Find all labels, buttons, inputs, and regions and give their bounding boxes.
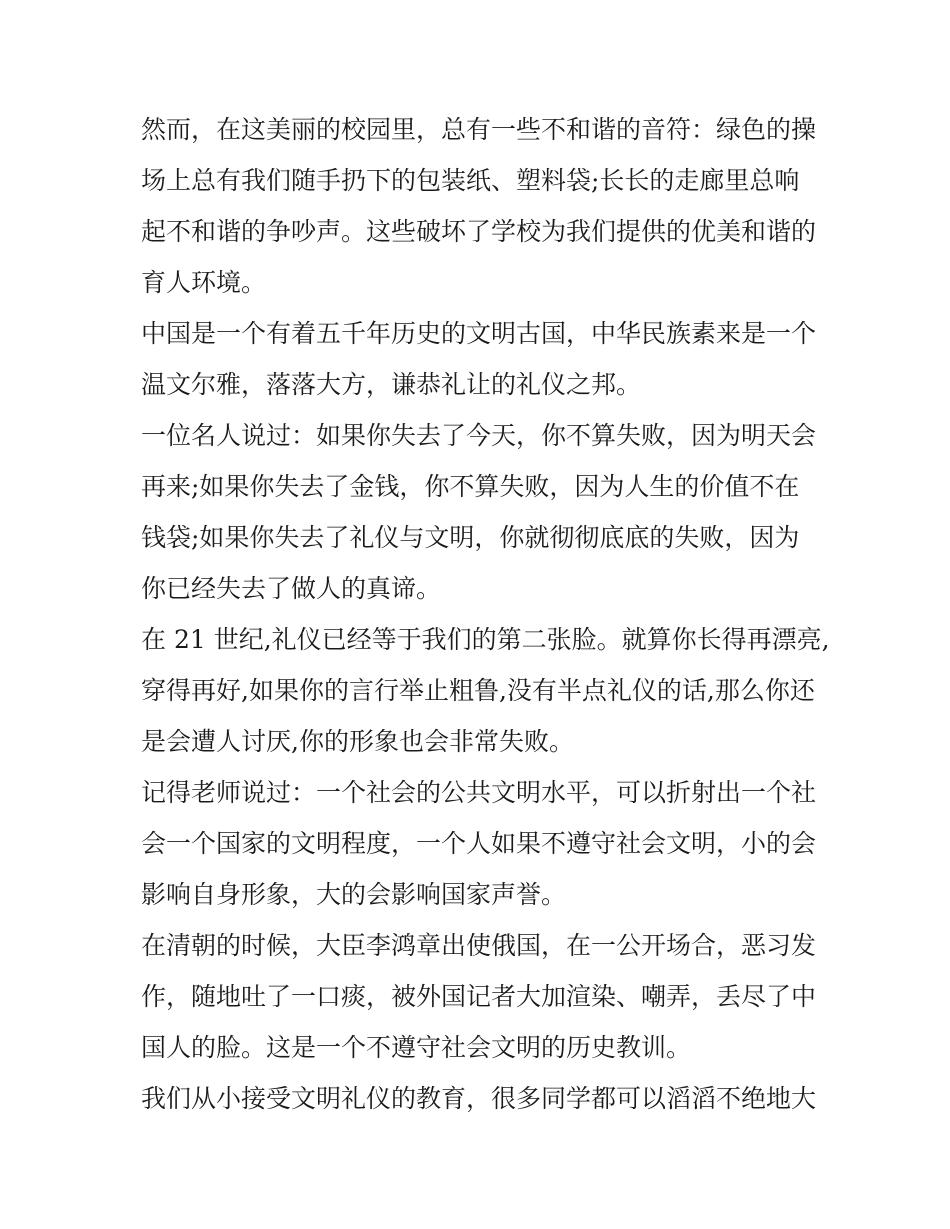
text-line: 在清朝的时候，大臣李鸿章出使俄国，在一公开场合，恶习发 — [141, 931, 817, 960]
text-line: 育人环境。 — [141, 268, 267, 297]
text-line: 穿得再好,如果你的言行举止粗鲁,没有半点礼仪的话,那么你还 — [141, 676, 815, 705]
document-body — [141, 104, 830, 1124]
text-line: 会一个国家的文明程度，一个人如果不遵守社会文明，小的会 — [141, 829, 817, 858]
text-line: 再来;如果你失去了金钱，你不算失败，因为人生的价值不在 — [141, 472, 800, 501]
text-line: 你已经失去了做人的真谛。 — [141, 574, 442, 603]
text-line: 作，随地吐了一口痰，被外国记者大加渲染、嘲弄，丢尽了中 — [141, 982, 817, 1011]
text-line: 起不和谐的争吵声。这些破坏了学校为我们提供的优美和谐的 — [141, 217, 817, 246]
text-line: 温文尔雅，落落大方，谦恭礼让的礼仪之邦。 — [141, 370, 642, 399]
text-line: 我们从小接受文明礼仪的教育，很多同学都可以滔滔不绝地大 — [141, 1084, 817, 1113]
text-line: 钱袋;如果你失去了礼仪与文明，你就彻彻底底的失败，因为 — [141, 523, 800, 552]
text-line: 在 21 世纪,礼仪已经等于我们的第二张脸。就算你长得再漂亮, — [141, 625, 830, 654]
text-line: 记得老师说过：一个社会的公共文明水平，可以折射出一个社 — [141, 778, 817, 807]
text-line: 场上总有我们随手扔下的包装纸、塑料袋;长长的走廊里总响 — [141, 166, 800, 195]
text-line: 是会遭人讨厌,你的形象也会非常失败。 — [141, 727, 574, 756]
text-line: 然而，在这美丽的校园里，总有一些不和谐的音符：绿色的操 — [141, 115, 817, 144]
text-line: 中国是一个有着五千年历史的文明古国，中华民族素来是一个 — [141, 319, 817, 348]
text-line: 一位名人说过：如果你失去了今天，你不算失败，因为明天会 — [141, 421, 817, 450]
text-line: 影响自身形象，大的会影响国家声誉。 — [141, 880, 567, 909]
text-line: 国人的脸。这是一个不遵守社会文明的历史教训。 — [141, 1033, 692, 1062]
